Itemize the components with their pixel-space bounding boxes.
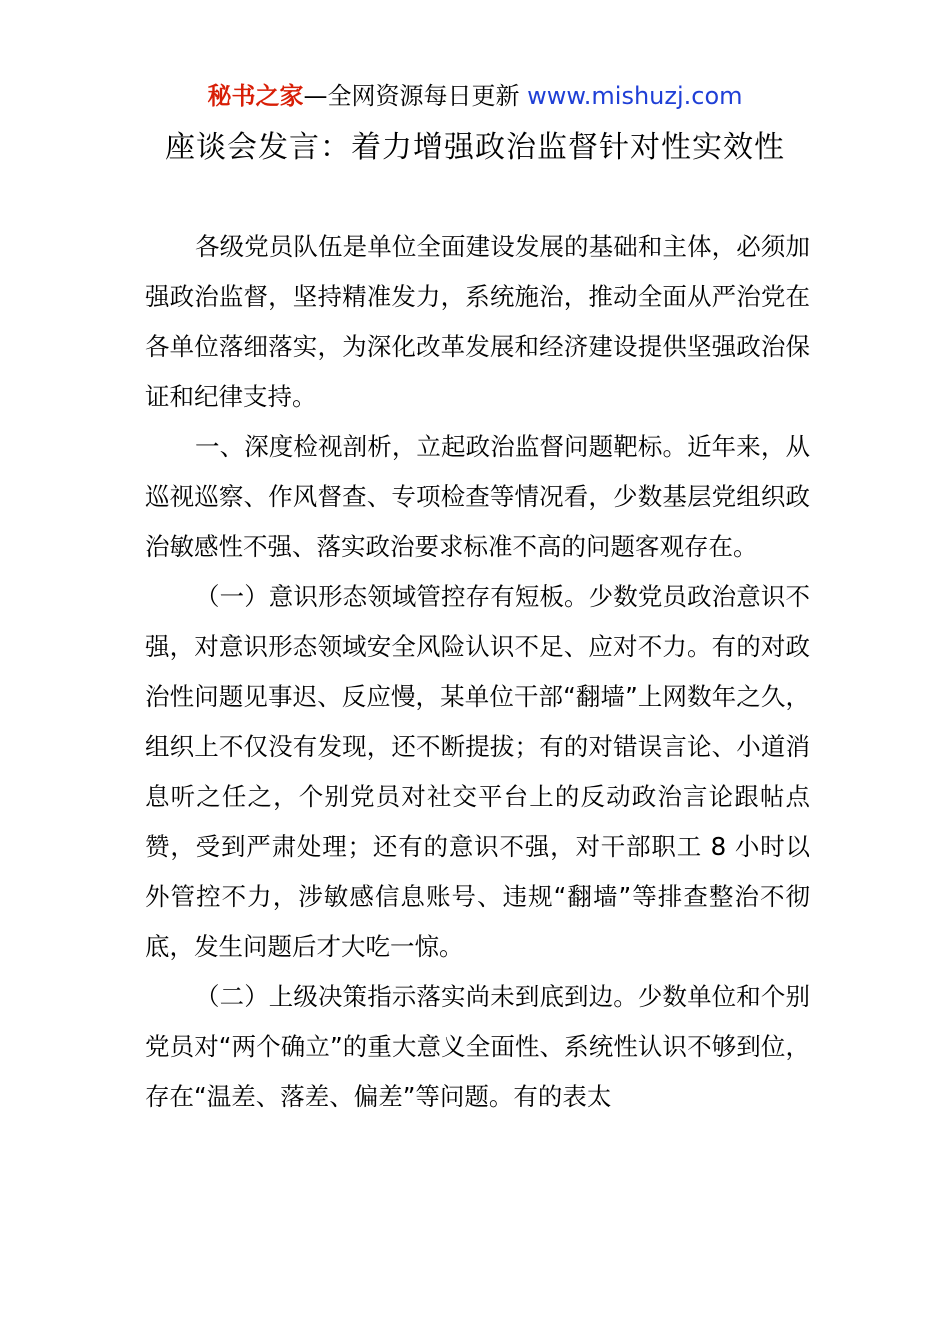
site-header xyxy=(0,80,950,112)
paragraph-section-1: 一、深度检视剖析，立起政治监督问题靶标。近年来，从巡视巡察、作风督查、专项检查等情况看，少数基层党组织政治敏感性不强、落实政治要求标准不高的问题客观存在。 xyxy=(145,432,810,561)
paragraph-subsection-2: （二）上级决策指示落实尚未到底到边。少数单位和个别党员对“两个确立”的重大意义全面性、系统性认识不够到位，存在“温差、落差、偏差”等问题。有的表太 xyxy=(145,982,810,1111)
header-tagline: —全网资源每日更新 xyxy=(303,82,528,110)
paragraph-intro: 各级党员队伍是单位全面建设发展的基础和主体，必须加强政治监督，坚持精准发力，系统施治，推动全面从严治党在各单位落细落实，为深化改革发展和经济建设提供坚强政治保证和纪律支持。 xyxy=(145,232,810,411)
document-body xyxy=(145,222,810,1122)
paragraph-subsection-1: （一）意识形态领域管控存有短板。少数党员政治意识不强，对意识形态领域安全风险认识不足、应对不力。有的对政治性问题见事迟、反应慢，某单位干部“翻墙”上网数年之久，组织上不仅没有发现，还不断提拔；有的对错误言论、小道消息听之任之，个别党员对社交平台上的反动政治言论跟帖点赞，受到严肃处理；还有的意识不强，对干部职工 8 小时以外管控不力，涉敏感信息账号、违规“翻墙”等排查整治不彻底，发生问题后才大吃一惊。 xyxy=(145,582,810,961)
site-url-link[interactable]: www.mishuzj.com xyxy=(527,82,743,110)
document-title: 座谈会发言：着力增强政治监督针对性实效性 xyxy=(165,130,785,165)
brand-name: 秘书之家 xyxy=(207,82,304,110)
